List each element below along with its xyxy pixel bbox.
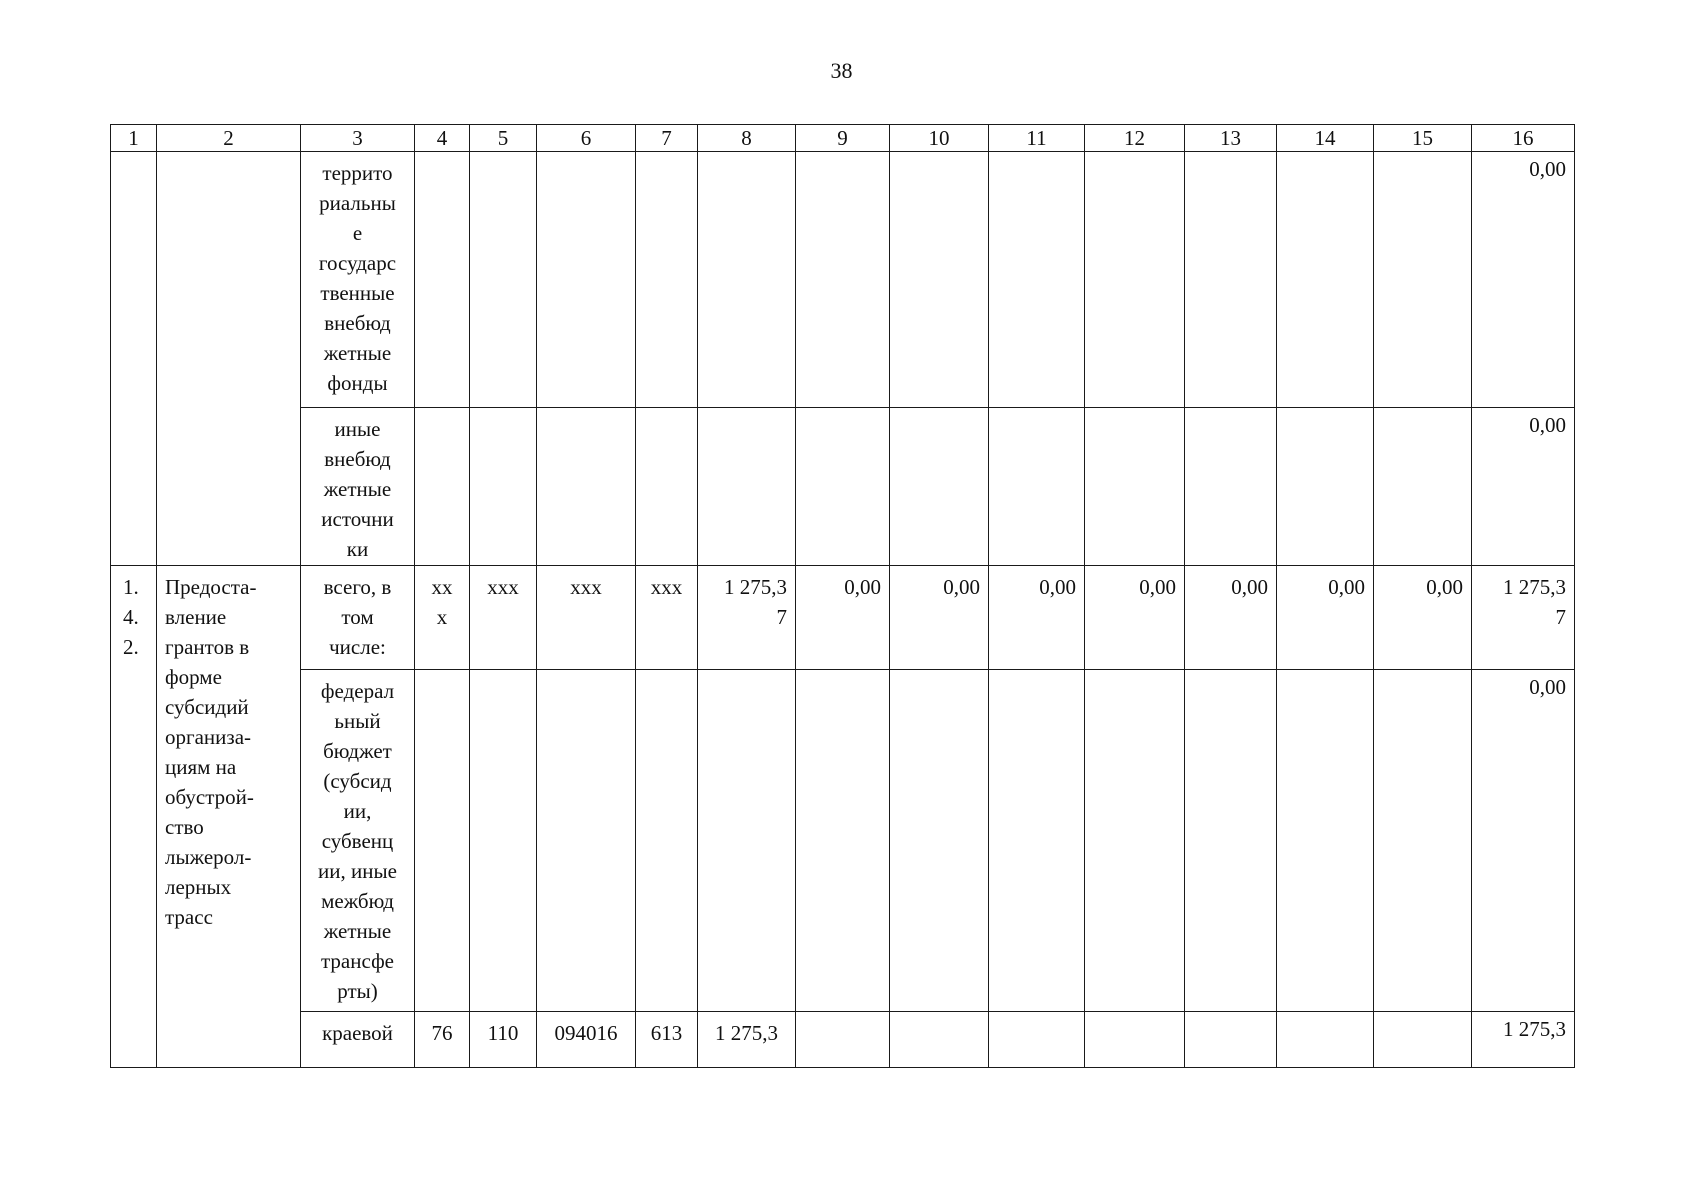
empty-cell [636,670,698,1012]
value-cell: 1 275,3 7 [698,566,796,670]
empty-cell [157,152,301,566]
empty-cell [890,670,989,1012]
value-cell: 1 275,3 [1472,1012,1575,1068]
value-cell: 0,00 [796,566,890,670]
value-cell: 76 [415,1012,470,1068]
empty-cell [796,408,890,566]
value-cell: 0,00 [1085,566,1185,670]
value-cell: хх х [415,566,470,670]
header-cell: 3 [301,125,415,152]
table-row-regional [111,1012,1575,1068]
item-number-cell: 1. 4. 2. [111,566,157,1068]
empty-cell [989,408,1085,566]
empty-cell [415,670,470,1012]
empty-cell [1085,1012,1185,1068]
header-cell: 4 [415,125,470,152]
value-cell: 0,00 [989,566,1085,670]
funding-source-cell: краевой [301,1012,415,1068]
empty-cell [1277,152,1374,408]
empty-cell [1277,408,1374,566]
empty-cell [470,670,537,1012]
funding-source-cell: террито риальны е государс твенные внебюд жетные фонды [301,152,415,408]
value-cell: ххх [470,566,537,670]
empty-cell [890,152,989,408]
value-cell: ххх [636,566,698,670]
empty-cell [1374,1012,1472,1068]
empty-cell [1085,670,1185,1012]
empty-cell [537,670,636,1012]
value-cell: 0,00 [1472,670,1575,1012]
empty-cell [698,408,796,566]
empty-cell [698,670,796,1012]
empty-cell [636,152,698,408]
header-cell: 12 [1085,125,1185,152]
funding-source-cell: всего, в том числе: [301,566,415,670]
value-cell: 094016 [537,1012,636,1068]
value-cell: 1 275,3 [698,1012,796,1068]
empty-cell [415,408,470,566]
empty-cell [890,408,989,566]
table-row-total [111,566,1575,670]
value-cell: 0,00 [1185,566,1277,670]
header-cell: 15 [1374,125,1472,152]
value-cell: 0,00 [1472,152,1575,408]
header-cell: 7 [636,125,698,152]
empty-cell [1374,670,1472,1012]
header-cell: 9 [796,125,890,152]
empty-cell [1277,670,1374,1012]
empty-cell [1277,1012,1374,1068]
header-cell: 11 [989,125,1085,152]
empty-cell [989,670,1085,1012]
header-cell: 13 [1185,125,1277,152]
table-row-federal [111,670,1575,1012]
item-name-cell: Предоста- вление грантов в форме субсидий организа- циям на обустрой- ство лыжерол- лерных трасс [157,566,301,1068]
empty-cell [415,152,470,408]
empty-cell [1185,152,1277,408]
header-row [111,125,1575,152]
empty-cell [470,152,537,408]
empty-cell [796,670,890,1012]
header-cell: 6 [537,125,636,152]
page-number: 38 [830,58,853,83]
empty-cell [1185,670,1277,1012]
value-cell: 110 [470,1012,537,1068]
value-cell: 0,00 [1472,408,1575,566]
empty-cell [1185,1012,1277,1068]
value-cell: 0,00 [1374,566,1472,670]
empty-cell [1085,152,1185,408]
empty-cell [796,152,890,408]
empty-cell [1085,408,1185,566]
empty-cell [636,408,698,566]
empty-cell [698,152,796,408]
header-cell: 1 [111,125,157,152]
value-cell: 0,00 [890,566,989,670]
budget-table [110,124,1575,1068]
header-cell: 5 [470,125,537,152]
empty-cell [537,152,636,408]
header-cell: 2 [157,125,301,152]
value-cell: 613 [636,1012,698,1068]
table-row-other-funds [111,408,1575,566]
empty-cell [111,152,157,566]
header-cell: 14 [1277,125,1374,152]
empty-cell [1374,408,1472,566]
value-cell: ххх [537,566,636,670]
funding-source-cell: иные внебюд жетные источни ки [301,408,415,566]
value-cell: 1 275,3 7 [1472,566,1575,670]
empty-cell [1374,152,1472,408]
empty-cell [470,408,537,566]
header-cell: 10 [890,125,989,152]
empty-cell [796,1012,890,1068]
empty-cell [890,1012,989,1068]
empty-cell [989,152,1085,408]
header-cell: 8 [698,125,796,152]
value-cell: 0,00 [1277,566,1374,670]
funding-source-cell: федерал ьный бюджет (субсид ии, субвенц ии, иные межбюд жетные трансфе рты) [301,670,415,1012]
table-row-territorial-funds [111,152,1575,408]
empty-cell [989,1012,1085,1068]
empty-cell [537,408,636,566]
empty-cell [1185,408,1277,566]
header-cell: 16 [1472,125,1575,152]
